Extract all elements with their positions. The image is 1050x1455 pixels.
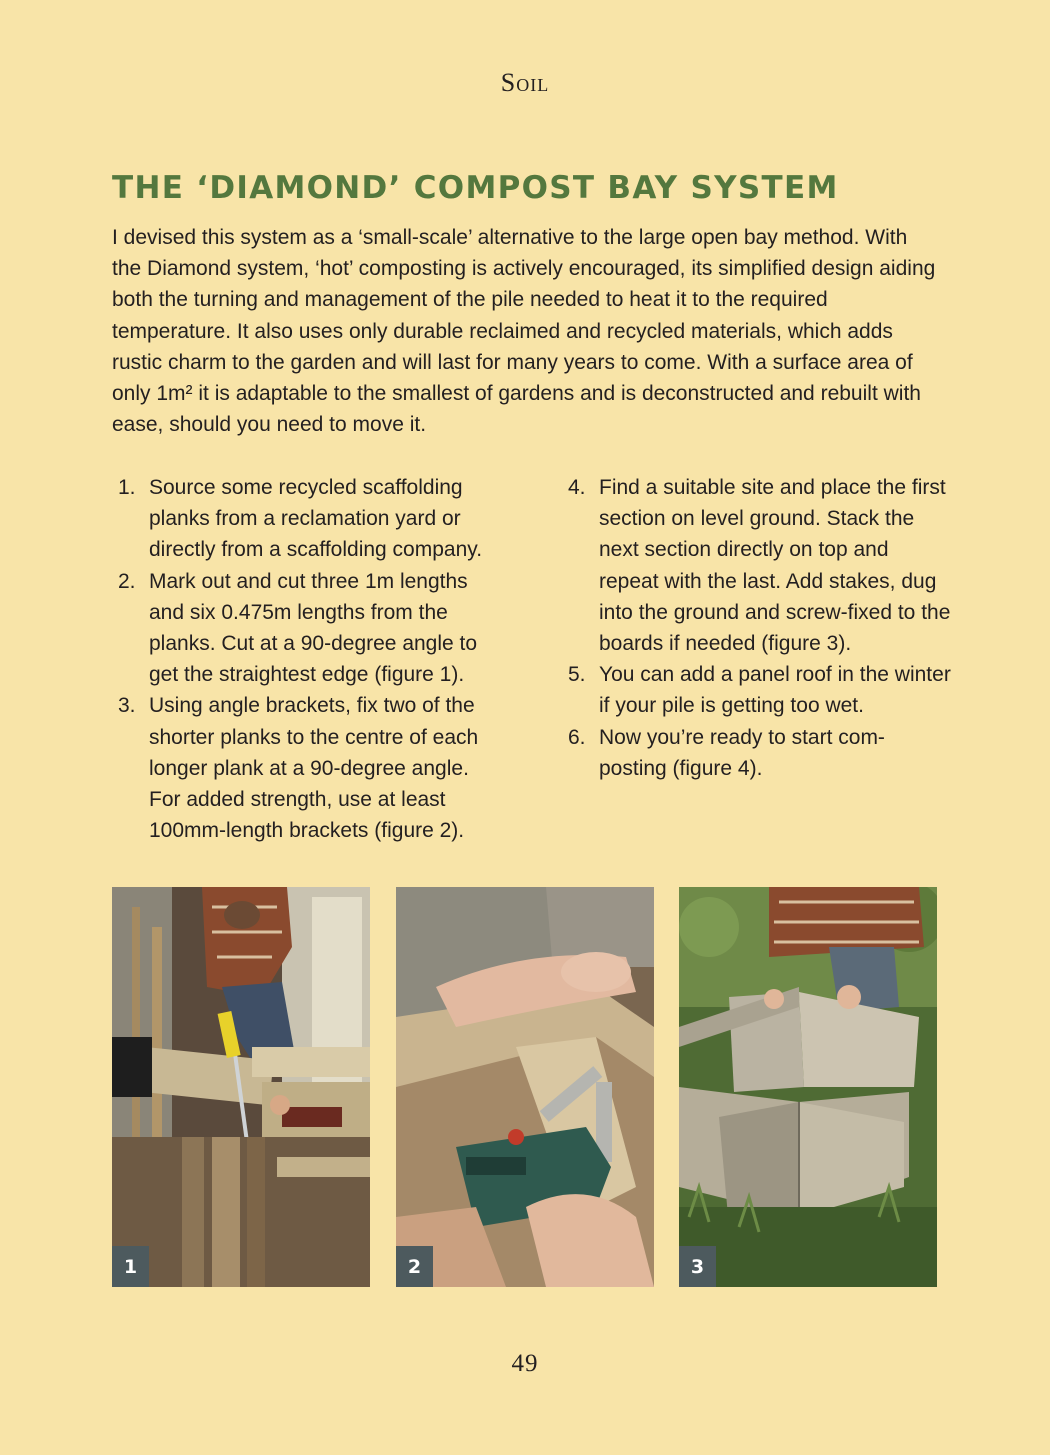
figure-label: 3 [679, 1246, 716, 1287]
step-item [112, 690, 502, 846]
figure-3 [679, 887, 937, 1287]
step-number: 6. [568, 725, 586, 749]
figure-2 [396, 887, 654, 1287]
step-item [562, 722, 952, 784]
step-text: Now you’re ready to start com-posting (figure 4). [599, 725, 885, 780]
figure-label: 2 [396, 1246, 433, 1287]
step-text: Source some recycled scaffolding planks from a reclamation yard or directly from a scaffolding company. [149, 476, 483, 562]
step-number: 5. [568, 663, 586, 687]
intro-paragraph: I devised this system as a ‘small-scale’ alternative to the large open bay method. With the Diamond system, ‘hot’ composting is actively encouraged, its simplified design aiding both the turning and management of the pile needed to heat it to the required temperature. It also uses only durable reclaimed and recycled materials, which adds rustic charm to the garden and will last for many years to come. With a surface area of only 1m² it is adaptable to the smallest of gardens and is deconstructed and rebuilt with ease, should you need to move it. [112, 226, 936, 437]
step-number: 1. [118, 476, 136, 499]
page-number: 49 [511, 1350, 539, 1377]
figure-label: 1 [112, 1246, 149, 1287]
drill-fixing-bracket-photo [396, 887, 654, 1287]
steps-list-right [562, 472, 952, 784]
step-item [562, 472, 952, 659]
steps-list-left [112, 472, 502, 846]
step-item [112, 472, 502, 566]
step-text: Mark out and cut three 1m lengths and six 0.475m lengths from the planks. Cut at a 90-degree angle to get the straightest edge (figure 1). [149, 569, 478, 687]
step-text: You can add a panel roof in the winter if your pile is getting too wet. [599, 663, 951, 718]
running-head: Soil [500, 68, 550, 97]
figure-strip [112, 887, 938, 1287]
step-number: 3. [118, 694, 136, 718]
person-sawing-plank-photo [112, 887, 370, 1287]
step-item [562, 659, 952, 721]
step-number: 2. [118, 569, 136, 593]
step-number: 4. [568, 476, 586, 499]
step-text: Find a suitable site and place the first section on level ground. Stack the next section directly on top and repeat with the last. Add stakes, dug into the ground and screw-fixed to the boards if needed (figure 3). [599, 476, 951, 656]
section-title: THE ‘DIAMOND’ COMPOST BAY SYSTEM [112, 170, 839, 206]
figure-1 [112, 887, 370, 1287]
step-text: Using angle brackets, fix two of the shorter planks to the centre of each longer plank at a 90-degree angle. For added strength, use at least 100mm-length brackets (figure 2). [149, 694, 479, 843]
stacking-diamond-bay-photo [679, 887, 937, 1287]
step-item [112, 566, 502, 691]
